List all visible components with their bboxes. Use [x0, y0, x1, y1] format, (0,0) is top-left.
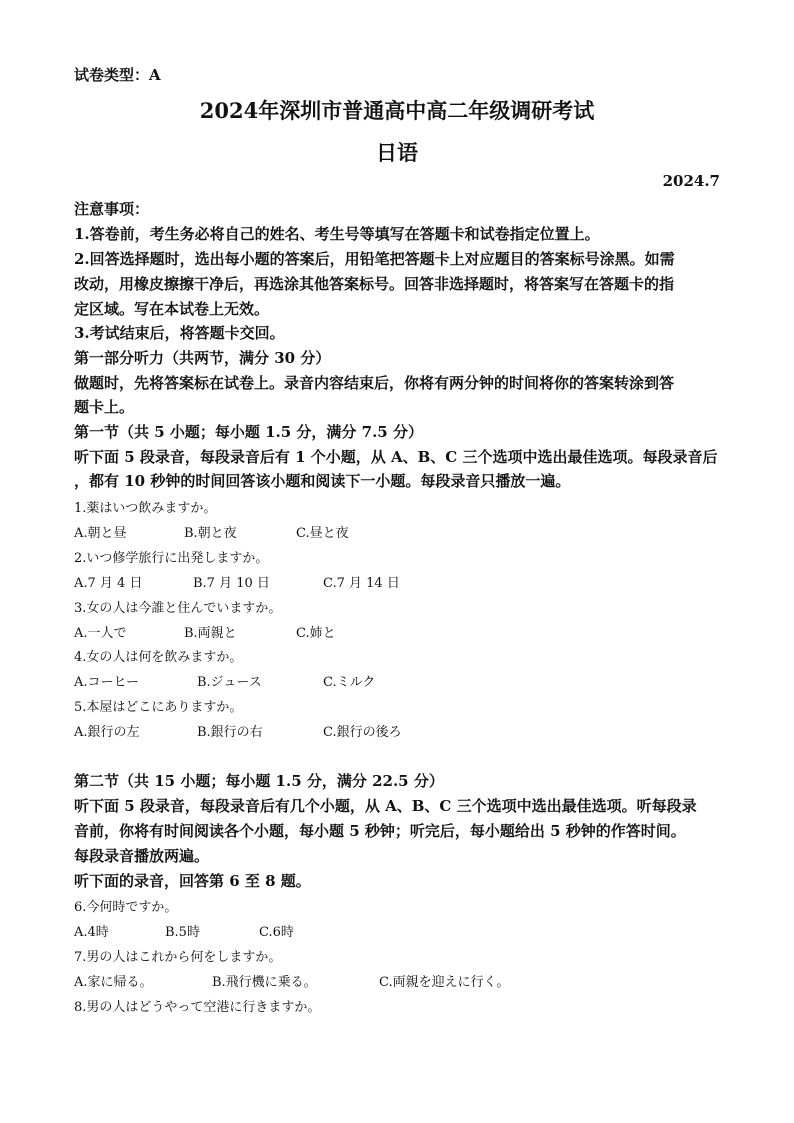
part1-instruction-line-1: 做题时，先将答案标在试卷上。录音内容结束后，你将有两分钟的时间将你的答案转涂到答 — [74, 374, 675, 392]
exam-title: 2024年深圳市普通高中高二年级调研考试 — [199, 98, 595, 123]
part1-heading: 第一部分听力（共两节，满分 30 分） — [74, 349, 331, 367]
section2-sub-instruction: 听下面的录音，回答第 6 至 8 题。 — [74, 872, 311, 890]
q1-option-c: C.昼と夜 — [296, 526, 349, 541]
q1-option-b: B.朝と夜 — [184, 526, 237, 541]
q4-option-a: A.コーヒー — [74, 675, 140, 690]
q7-option-c: C.両親を迎えに行く。 — [379, 975, 510, 990]
q3-option-b: B.両親と — [184, 626, 237, 641]
notice-item-3: 3.考试结束后，将答题卡交回。 — [74, 324, 285, 342]
q2-option-b: B.7 月 10 日 — [193, 576, 270, 591]
question-6: 6.今何時ですか。 — [74, 900, 178, 915]
notice-item-2-line-2: 改动，用橡皮擦擦干净后，再选涂其他答案标号。回答非选择题时，将答案写在答题卡的指 — [74, 275, 675, 293]
q3-option-c: C.姉と — [296, 626, 336, 641]
section2-heading: 第二节（共 15 小题；每小题 1.5 分，满分 22.5 分） — [74, 772, 444, 790]
paper-type: 试卷类型：A — [74, 66, 161, 84]
question-2: 2.いつ修学旅行に出発しますか。 — [74, 551, 269, 566]
q4-option-c: C.ミルク — [323, 675, 376, 690]
section1-instruction-line-1: 听下面 5 段录音，每段录音后有 1 个小题，从 A、B、C 三个选项中选出最佳选项。每段录音后 — [74, 448, 718, 466]
q6-option-a: A.4時 — [74, 925, 109, 940]
exam-date: 2024.7 — [662, 172, 720, 190]
q2-option-a: A.7 月 4 日 — [74, 576, 143, 591]
q7-option-a: A.家に帰る。 — [74, 975, 153, 990]
section2-instruction-line-3: 每段录音播放两遍。 — [74, 847, 210, 865]
subject-title: 日语 — [376, 140, 418, 165]
section1-instruction-line-2: ，都有 10 秒钟的时间回答该小题和阅读下一小题。每段录音只播放一遍。 — [74, 472, 571, 490]
q5-option-b: B.銀行の右 — [197, 725, 263, 740]
q6-option-b: B.5時 — [165, 925, 200, 940]
q5-option-c: C.銀行の後ろ — [323, 725, 402, 740]
question-3: 3.女の人は今誰と住んでいますか。 — [74, 601, 282, 616]
section2-instruction-line-1: 听下面 5 段录音，每段录音后有几个小题，从 A、B、C 三个选项中选出最佳选项。听每段录 — [74, 797, 697, 815]
notice-item-2-line-1: 2.回答选择题时，选出每小题的答案后，用铅笔把答题卡上对应题目的答案标号涂黑。如需 — [74, 250, 675, 268]
question-7: 7.男の人はこれから何をしますか。 — [74, 950, 282, 965]
q5-option-a: A.銀行の左 — [74, 725, 140, 740]
notice-heading: 注意事项： — [74, 200, 150, 218]
q1-option-a: A.朝と昼 — [74, 526, 127, 541]
question-4: 4.女の人は何を飲みますか。 — [74, 650, 243, 665]
q2-option-c: C.7 月 14 日 — [323, 576, 400, 591]
q6-option-c: C.6時 — [259, 925, 294, 940]
q3-option-a: A.一人で — [74, 626, 127, 641]
part1-instruction-line-2: 题卡上。 — [74, 398, 135, 416]
question-8: 8.男の人はどうやって空港に行きますか。 — [74, 1000, 321, 1015]
notice-item-2-line-3: 定区域。写在本试卷上无效。 — [74, 300, 270, 318]
section1-heading: 第一节（共 5 小题；每小题 1.5 分，满分 7.5 分） — [74, 423, 423, 441]
question-5: 5.本屋はどこにありますか。 — [74, 700, 243, 715]
q4-option-b: B.ジュース — [197, 675, 262, 690]
question-1: 1.薬はいつ飲みますか。 — [74, 501, 217, 516]
q7-option-b: B.飛行機に乗る。 — [212, 975, 317, 990]
section2-instruction-line-2: 音前，你将有时间阅读各个小题，每小题 5 秒钟；听完后，每小题给出 5 秒钟的作答时间。 — [74, 822, 686, 840]
notice-item-1: 1.答卷前，考生务必将自己的姓名、考生号等填写在答题卡和试卷指定位置上。 — [74, 225, 600, 243]
